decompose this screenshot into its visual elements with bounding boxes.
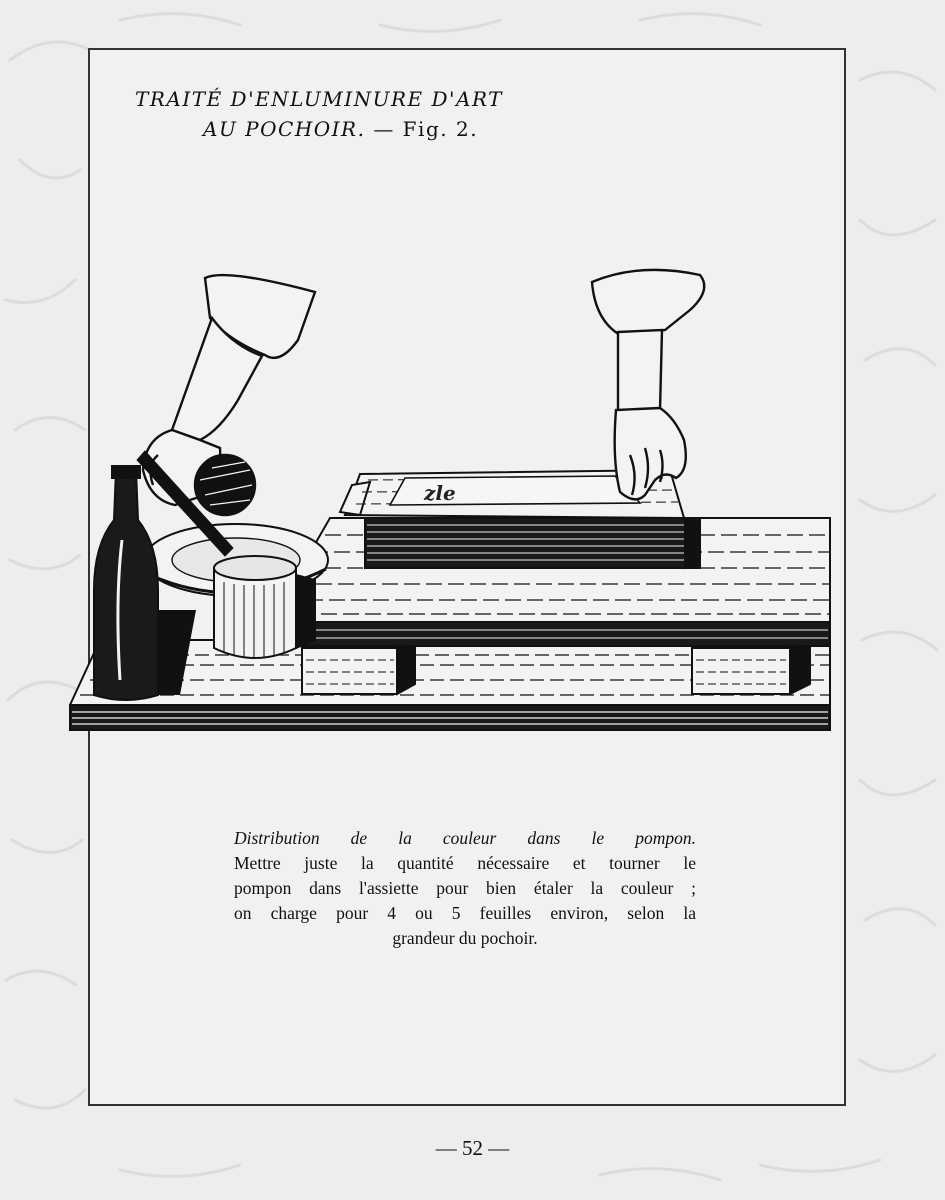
- caption-line-3: on charge pour 4 ou 5 feuilles environ, selon la: [234, 903, 696, 923]
- plate-caption: [234, 826, 696, 951]
- title-line-2: [135, 114, 655, 144]
- right-hand-holding-stencil: [592, 270, 704, 499]
- caption-line-1: Mettre juste la quantité nécessaire et tourner le: [234, 853, 696, 873]
- title-line-1: TRAITÉ D'ENLUMINURE D'ART: [135, 87, 503, 111]
- plate-title: [135, 84, 655, 144]
- caption-line-2: pompon dans l'assiette pour bien étaler la couleur ;: [234, 878, 696, 898]
- left-hand-with-pompon: [138, 275, 315, 555]
- ink-bottle: [94, 466, 158, 700]
- caption-line-4: grandeur du pochoir.: [392, 928, 538, 948]
- stencil-coloring-illustration: [60, 255, 840, 750]
- caption-heading: Distribution de la couleur dans le pompon.: [234, 828, 696, 848]
- support-block-left: [302, 640, 415, 694]
- title-line-2-italic: AU POCHOIR.: [203, 117, 366, 141]
- support-block-right: [692, 640, 810, 694]
- stencil-cutout-label: zle: [424, 481, 456, 505]
- page-number: — 52 —: [435, 1136, 510, 1160]
- title-figure-ref: — Fig. 2.: [365, 117, 479, 141]
